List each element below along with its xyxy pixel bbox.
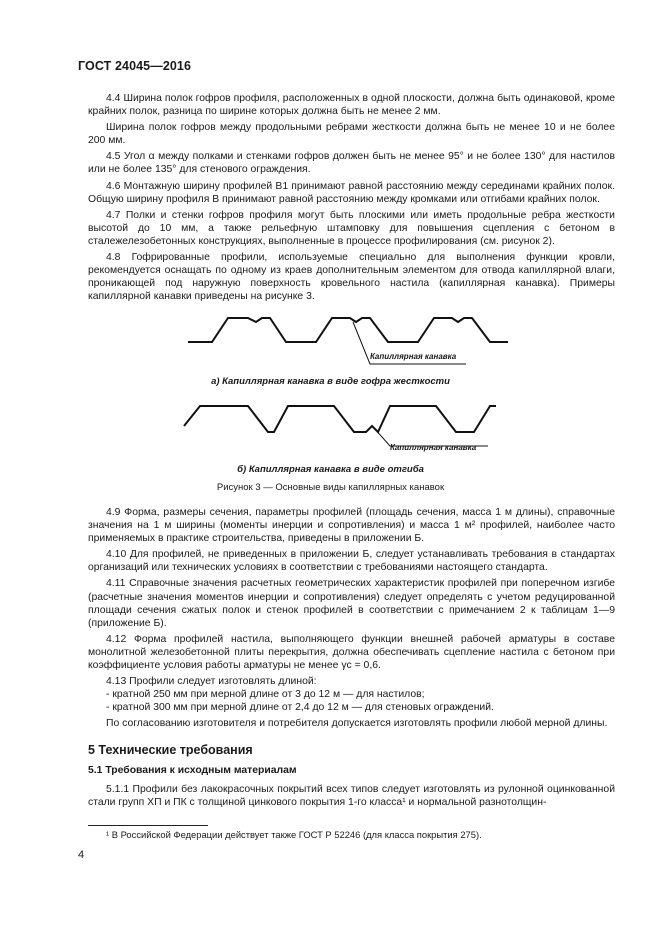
paragraph-4-8: 4.8 Гофрированные профили, используемые специально для выполнения функции кровли, рекомендуется оснащать по одному из краев дополнительным элементом для отвода капиллярной влаги, проникающей под наружную поверхность кровельного настила (капиллярная канавка). Примеры капиллярной канавки приведены на рисунке 3.	[88, 252, 615, 303]
paragraph-4-9: 4.9 Форма, размеры сечения, параметры профилей (площадь сечения, масса 1 м длины), справочные значения на 1 м ширины (моменты инерции и сопротивления) и масса 1 м² профилей, наиболее часто применяемых в практике строительства, приведены в приложении Б.	[88, 507, 615, 545]
paragraph-4-6: 4.6 Монтажную ширину профилей B1 принимают равной расстоянию между серединами крайних полок. Общую ширину профиля B принимают равной расстоянию между кромками или отгибами крайних полок.	[88, 180, 615, 205]
footnote: ¹ В Российской Федерации действует также ГОСТ Р 52246 (для класса покрытия 275).	[106, 829, 482, 840]
list-item-roofing: - кратной 250 мм при мерной длине от 3 до 12 м — для настилов;	[106, 689, 425, 701]
paragraph-4-13: 4.13 Профили следует изготовлять длиной:	[106, 676, 317, 688]
capillary-groove-label-a: Капиллярная канавка	[370, 352, 457, 361]
profile-drawing-a	[0, 300, 661, 375]
subsection-title: 5.1 Требования к исходным материалам	[88, 764, 297, 776]
footnote-rule	[88, 825, 208, 826]
figure-caption: Рисунок 3 — Основные виды капиллярных канавок	[216, 482, 445, 493]
paragraph-4-10: 4.10 Для профилей, не приведенных в приложении Б, следует устанавливать требования в стандартах организаций или технических условиях в соответствии с требованиями настоящего стандарта.	[88, 549, 615, 574]
paragraph-4-12: 4.12 Форма профилей настила, выполняющего функции внешней рабочей арматуры в составе монолитной железобетонной плиты перекрытия, должна обеспечивать сцепление настила с бетоном при коэффициенте условия работы арматуры не менее γc = 0,6.	[88, 633, 615, 672]
caption-b: б) Капиллярная канавка в виде отгиба	[237, 464, 424, 475]
page-number: 4	[78, 849, 85, 861]
caption-a: а) Капиллярная канавка в виде гофра жесткости	[211, 376, 450, 387]
paragraph-5-1-1: 5.1.1 Профили без лакокрасочных покрытий всех типов следует изготовлять из рулонной оцинкованной стали групп ХП и ПК с толщиной цинкового покрытия 1-го класса¹ и нормальной разнотолщин-	[88, 783, 615, 808]
capillary-groove-label-b: Капиллярная канавка	[390, 443, 477, 452]
paragraph-4-4-cont: Ширина полок гофров между продольными ребрами жесткости должна быть не менее 10 и не более 200 мм.	[88, 122, 615, 147]
profile-drawing-b	[0, 392, 661, 457]
list-item-walls: - кратной 300 мм при мерной длине от 2,4 до 12 м — для стеновых ограждений.	[106, 702, 494, 714]
paragraph-4-11: 4.11 Справочные значения расчетных геометрических характеристик профилей при поперечном изгибе (расчетные значения моментов инерции и сопротивления) следует определять с учетом редуцированной площади сечения сжатых полок и стенок профилей в соответствии с примечанием 2 к таблицам 1—9 (приложение Б).	[88, 578, 615, 629]
paragraph-4-5: 4.5 Угол α между полками и стенками гофров должен быть не менее 95° и не более 130° для настилов или не более 135° для стенового ограждения.	[88, 151, 615, 176]
standard-header: ГОСТ 24045—2016	[78, 59, 192, 73]
paragraph-4-4: 4.4 Ширина полок гофров профиля, расположенных в одной плоскости, должна быть одинаковой, кроме крайних полок, разница по ширине которых должна быть не менее 2 мм.	[88, 93, 615, 118]
text-block-top	[88, 92, 615, 306]
section-title: 5 Технические требования	[88, 742, 253, 757]
paragraph-agreement: По согласованию изготовителя и потребителя допускается изготовлять профили любой мерной длины.	[106, 718, 608, 730]
paragraph-4-7: 4.7 Полки и стенки гофров профиля могут быть плоскими или иметь продольные ребра жесткости высотой до 10 мм, а также рельефную штамповку для повышения сцепления с бетоном в сталежелезобетонных конструкциях, выполненные в процессе профилирования (см. рисунок 2).	[88, 209, 615, 247]
text-block-bottom	[88, 506, 615, 812]
